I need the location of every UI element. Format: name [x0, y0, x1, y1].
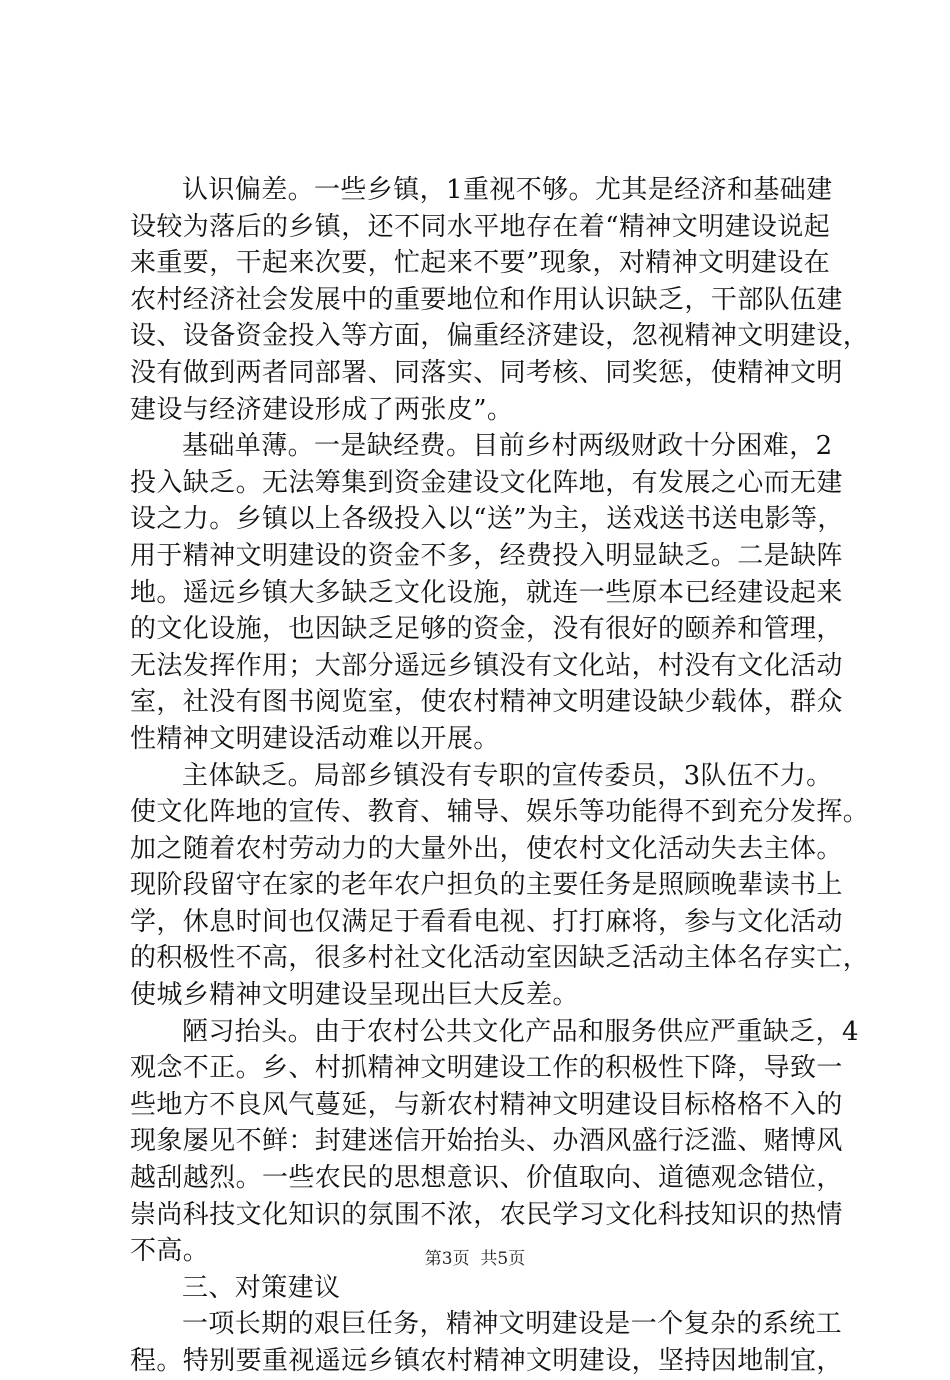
paragraph-4-line: 不高。	[130, 1236, 210, 1267]
document-body	[130, 172, 870, 1380]
paragraph-2-line: 无法发挥作用；大部分遥远乡镇没有文化站，村没有文化活动	[130, 650, 843, 681]
paragraph-2-line: 用于精神文明建设的资金不多，经费投入明显缺乏。二是缺阵	[130, 540, 843, 571]
paragraph-4-line: 越刮越烈。一些农民的思想意识、价值取向、道德观念错位，	[130, 1163, 843, 1194]
paragraph-1-line: 没有做到两者同部署、同落实、同考核、同奖惩，使精神文明	[130, 357, 843, 388]
page-number: 第3页 共5页	[424, 1249, 526, 1269]
paragraph-5-line: 一项长期的艰巨任务，精神文明建设是一个复杂的系统工	[182, 1309, 843, 1340]
paragraph-1-line: 农村经济社会发展中的重要地位和作用认识缺乏，干部队伍建	[130, 284, 843, 315]
paragraph-1-line: 设较为落后的乡镇，还不同水平地存在着“精神文明建设说起	[130, 211, 831, 242]
paragraph-2-line: 投入缺乏。无法筹集到资金建设文化阵地，有发展之心而无建	[130, 467, 843, 498]
paragraph-4-line: 些地方不良风气蔓延，与新农村精神文明建设目标格格不入的	[130, 1089, 843, 1120]
paragraph-1-line: 设、设备资金投入等方面，偏重经济建设，忽视精神文明建设，	[130, 321, 870, 352]
paragraph-1-line: 建设与经济建设形成了两张皮”。	[130, 394, 514, 425]
paragraph-2-line: 设之力。乡镇以上各级投入以“送”为主，送戏送书送电影等，	[130, 504, 844, 535]
paragraph-4-line: 崇尚科技文化知识的氛围不浓，农民学习文化科技知识的热情	[130, 1199, 843, 1230]
paragraph-3-line: 主体缺乏。局部乡镇没有专职的宣传委员，3队伍不力。	[182, 760, 833, 791]
paragraph-3-line: 使城乡精神文明建设呈现出巨大反差。	[130, 980, 579, 1011]
paragraph-2-line: 地。遥远乡镇大多缺乏文化设施，就连一些原本已经建设起来	[130, 577, 843, 608]
paragraph-5-line: 程。特别要重视遥远乡镇农村精神文明建设，坚持因地制宜，	[130, 1346, 843, 1376]
section-heading: 三、对策建议	[182, 1272, 341, 1303]
paragraph-4-line: 陋习抬头。由于农村公共文化产品和服务供应严重缺乏，4	[182, 1016, 859, 1047]
paragraph-3-line: 加之随着农村劳动力的大量外出，使农村文化活动失去主体。	[130, 833, 843, 864]
paragraph-2-line: 性精神文明建设活动难以开展。	[130, 723, 500, 754]
paragraph-2-line: 的文化设施，也因缺乏足够的资金，没有很好的颐养和管理，	[130, 614, 843, 645]
paragraph-2-line: 基础单薄。一是缺经费。目前乡村两级财政十分困难，2	[182, 431, 833, 462]
paragraph-1-line: 来重要，干起来次要，忙起来不要”现象，对精神文明建设在	[130, 248, 831, 279]
paragraph-1-line: 认识偏差。一些乡镇，1重视不够。尤其是经济和基础建	[182, 175, 833, 205]
paragraph-3-line: 学，休息时间也仅满足于看看电视、打打麻将，参与文化活动	[130, 906, 843, 937]
paragraph-4-line: 观念不正。乡、村抓精神文明建设工作的积极性下降，导致一	[130, 1053, 843, 1084]
paragraph-3-line: 的积极性不高，很多村社文化活动室因缺乏活动主体名存实亡，	[130, 943, 870, 974]
paragraph-3-line: 现阶段留守在家的老年农户担负的主要任务是照顾晚辈读书上	[130, 870, 843, 901]
paragraph-2-line: 室，社没有图书阅览室，使农村精神文明建设缺少载体，群众	[130, 687, 843, 718]
paragraph-4-line: 现象屡见不鲜：封建迷信开始抬头、办酒风盛行泛滥、赌博风	[130, 1126, 843, 1157]
paragraph-3-line: 使文化阵地的宣传、教育、辅导、娱乐等功能得不到充分发挥。	[130, 797, 870, 828]
